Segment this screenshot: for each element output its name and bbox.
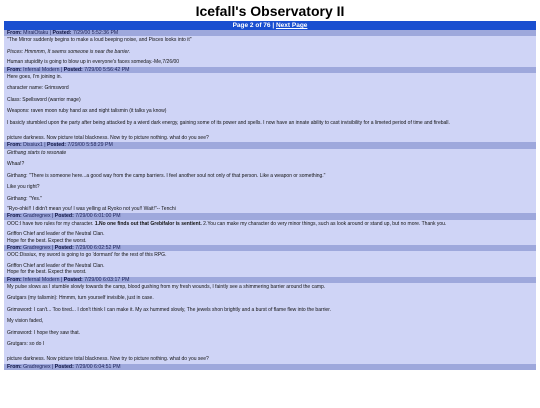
post-text-segment: 2.You can make my character do very minor things, such as look around or stand up, but no more. Thank you. [201, 220, 447, 227]
post-body [4, 220, 536, 245]
post-line: I basicly stumbled upon the party after being attacked by a wierd dark energy, gaining some of its power and spells. I now have an innate ability to cast invisibility for a limeted period of time and fireball. [7, 119, 450, 126]
from-label: From: [7, 276, 22, 283]
posted-label: Posted: [52, 30, 72, 36]
posted-label: Posted: [47, 142, 67, 149]
post-line: Girthang: "Yes." [7, 195, 43, 202]
post-list [4, 30, 536, 370]
post-line: Human stupidity is going to blow up in everyone's faces someday.-Me,7/26/00 [7, 59, 180, 66]
post-line: Weapons: raven moon ruby hand ax and night talismin (it talks ya know) [7, 108, 167, 115]
post-date: 7/29/00 5:52:36 PM [72, 30, 119, 36]
post-line: picture darkness. Now picture total blackness. Now try to picture nothing. what do you see? [7, 135, 209, 142]
post-line: Grimsword: I can't... Too tired... I don't think I can make it. My ax hummed slowly, The jewels shon brightly and a burst of flame flew into the barrier. [7, 306, 331, 313]
post-author: Infernal Modern [23, 66, 60, 73]
post-date: 7/29/00 6:03:17 PM [84, 276, 130, 283]
post-header: From: Infernal Modern | Posted: 7/29/00 6:03:17 PM [4, 277, 536, 283]
post-line: Girthang starts to resonate [7, 149, 67, 156]
post-line: My pulse slows as I stumble slowly towards the camp, blood gushing from my fresh wounds, I faintly see a shimmering barrier around the camp. [7, 283, 326, 290]
from-label: From: [7, 213, 22, 220]
post-date: 7/29/00 6:04:51 PM [75, 363, 121, 370]
post-author: Dissiux1 [23, 142, 43, 149]
post-line: Hope for the best. Expect the worst. [7, 237, 87, 244]
posted-label: Posted: [54, 363, 74, 370]
post-author: Gradregnex [23, 244, 51, 251]
post-header: From: Gradregnex | Posted: 7/29/00 6:01:00 PM [4, 213, 536, 219]
post [4, 30, 536, 67]
post [4, 142, 536, 213]
post [4, 245, 536, 277]
posted-label: Posted: [63, 276, 83, 283]
post-body [4, 73, 536, 142]
next-page-link[interactable]: Next Page [275, 22, 308, 29]
post [4, 213, 536, 245]
post-line: Griffon Chief and leader of the Neutral Clan. [7, 262, 105, 269]
post-body [4, 251, 536, 276]
posted-label: Posted: [63, 66, 83, 73]
post-author: Infernal Modern [23, 276, 60, 283]
pager-separator: | [270, 22, 276, 29]
from-label: From: [7, 363, 22, 370]
post-header: From: Infernal Modern | Posted: 7/29/00 5:56:42 PM [4, 67, 536, 73]
post-line: Whaa!? [7, 161, 25, 168]
post-line: Here goes, I'm joining in. [7, 74, 62, 81]
posted-label: Posted: [54, 244, 74, 251]
from-label: From: [7, 244, 22, 251]
post-date: 7/29/00 5:58:29 PM [67, 142, 113, 149]
post-line: OOC:Dissiux, my sword is going to go 'dormant' for the rest of this RPG. [7, 252, 167, 259]
from-label: From: [7, 30, 22, 36]
post-date: 7/29/00 5:56:42 PM [84, 66, 130, 73]
post-line: Grimsword: I hope they saw that. [7, 329, 81, 336]
post-text-segment: 1.No one finds out that Grebifalor is sentient. [94, 220, 202, 227]
page-header [0, 3, 540, 30]
pager-text: Page 2 of 76 [232, 22, 271, 29]
from-label: From: [7, 142, 22, 149]
post-line: "Ryo-ohki!! I didn't mean you! I was yelling at Ryoko not you!! Wait!"-- Tenchi [7, 205, 176, 212]
post-text-segment: OOC:I have two rules for my character. [7, 220, 95, 227]
post [4, 277, 536, 364]
from-label: From: [7, 66, 22, 73]
post-header: From: Gradregnex | Posted: 7/29/00 6:02:52 PM [4, 245, 536, 251]
post-line: Pisces: Hmmmm, It seems someone is near the barrier. [7, 48, 131, 55]
post-line: Class: Spellsword (warrior mage) [7, 96, 81, 103]
post [4, 67, 536, 143]
post-line: Grutgars: so do I [7, 341, 45, 347]
post-line: My vision faded, [7, 318, 44, 325]
post-line: Hope for the best. Expect the worst. [7, 269, 87, 276]
post-line: Like you right? [7, 184, 40, 191]
posted-label: Posted: [54, 213, 74, 220]
post-line: Grutgars (my talismin): Hmmm, turn yourself invisible, just in case. [7, 295, 154, 302]
post-body [4, 149, 536, 213]
post-author: MiraiOtaku [23, 30, 49, 36]
post-line: "The Mirror suddenly begins to make a loud beeping noise, and Pisces looks into it" [7, 37, 192, 44]
pager-bar [4, 21, 536, 30]
page-title: Icefall's Observatory II [195, 3, 345, 19]
post-header: From: Gradregnex | Posted: 7/29/00 6:04:51 PM [4, 364, 536, 370]
post-line: Girthang: "There is someone here...a good way from the camp barriers. I feel another soul not only of that person. Like a weapon or something." [7, 172, 326, 179]
post-date: 7/29/00 6:02:52 PM [75, 244, 121, 251]
post-author: Gradregnex [23, 213, 51, 220]
post-date: 7/29/00 6:01:00 PM [75, 213, 121, 220]
post-author: Gradregnex [23, 363, 51, 370]
post-header: From: Dissiux1 | Posted: 7/29/00 5:58:29 PM [4, 142, 536, 148]
post-line: Griffon Chief and leader of the Neutral Clan. [7, 231, 105, 238]
post [4, 364, 536, 370]
post-body [4, 36, 536, 66]
post-body [4, 283, 536, 364]
post-line: character name: Grimsword [7, 85, 69, 92]
post-line: picture darkness. Now picture total blackness. Now try to picture nothing. what do you see? [7, 356, 209, 363]
post-header: From: MiraiOtaku | Posted: 7/29/00 5:52:36 PM [4, 30, 536, 36]
